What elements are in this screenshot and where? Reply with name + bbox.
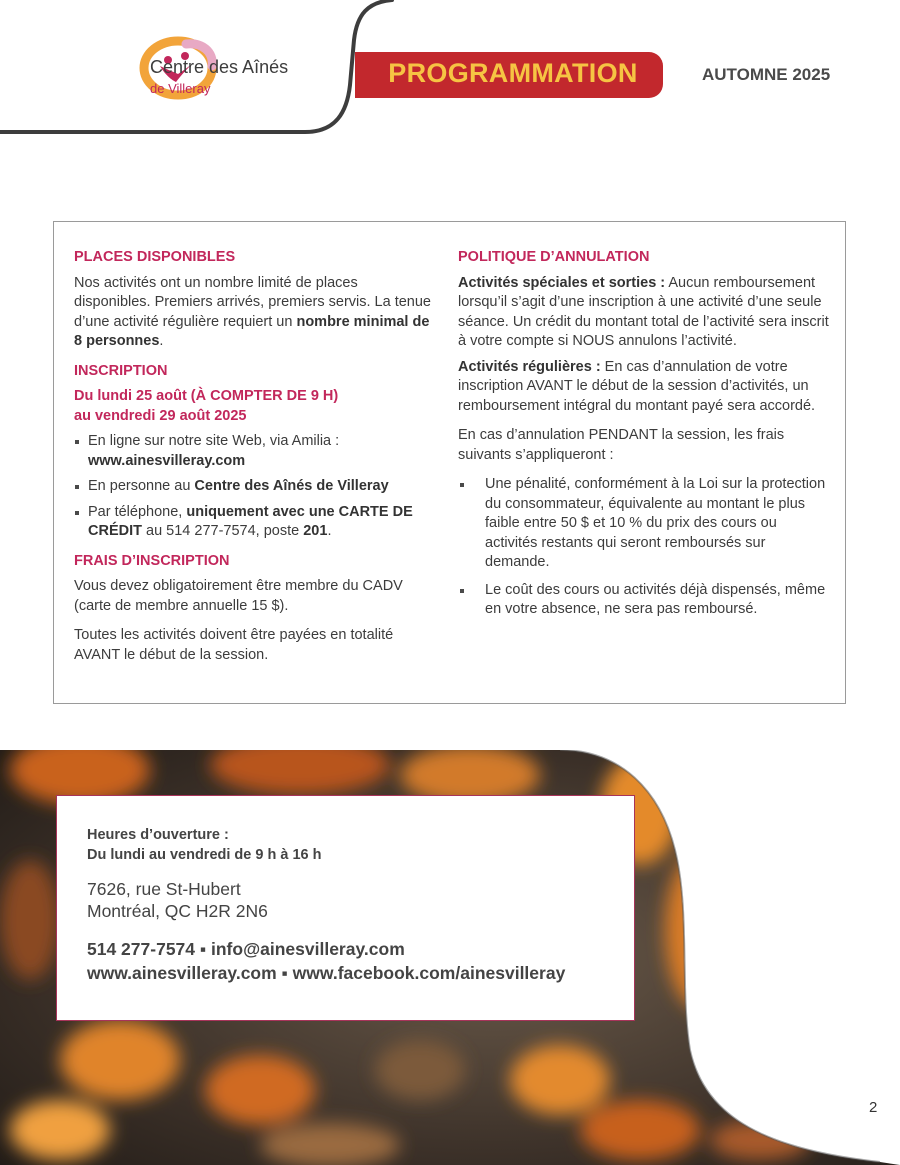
inscription-title: INSCRIPTION — [74, 362, 168, 379]
dates-line-2: au vendredi 29 août 2025 — [74, 407, 247, 424]
contact-line-1 — [87, 937, 565, 961]
places-text — [74, 274, 436, 352]
special-activities — [458, 274, 830, 352]
contact-email[interactable]: info@ainesvilleray.com — [211, 939, 405, 959]
contact-box — [56, 795, 635, 1021]
fee-item: Le coût des cours ou activités déjà dispensés, même en votre absence, ne sera pas remboursé. — [458, 581, 830, 620]
hours-value: Du lundi au vendredi de 9 h à 16 h — [87, 847, 322, 863]
contact-website[interactable]: www.ainesvilleray.com — [87, 963, 277, 983]
logo-name: Centre des Aînés — [150, 57, 289, 77]
contact-info — [87, 937, 565, 985]
web-text: En ligne sur notre site Web, via Amilia : — [88, 433, 340, 449]
places-body: Nos activités ont un nombre limité de places disponibles. Premiers arrivés, premiers servis. La tenue d’une activité régulière requiert un — [74, 274, 431, 330]
places-end: . — [159, 333, 164, 349]
phone-number-text: au 514 277-7574, poste — [141, 523, 304, 539]
address — [87, 878, 268, 922]
places-title: PLACES DISPONIBLES — [74, 249, 236, 265]
address-city: Montréal, QC H2R 2N6 — [87, 901, 268, 921]
season-label: AUTOMNE 2025 — [702, 65, 831, 84]
page-number: 2 — [869, 1099, 878, 1116]
opening-hours — [87, 825, 321, 865]
web-link[interactable]: www.ainesvilleray.com — [88, 452, 246, 469]
person-location: Centre des Aînés de Villeray — [194, 478, 389, 494]
during-session: En cas d’annulation PENDANT la session, les frais suivants s’appliqueront : — [458, 427, 785, 463]
info-box — [53, 221, 846, 704]
hours-label: Heures d’ouverture : — [87, 827, 229, 843]
address-street: 7626, rue St-Hubert — [87, 879, 241, 899]
banner-title: PROGRAMMATION — [388, 58, 638, 88]
separator-icon: ▪ — [199, 939, 207, 959]
phone-end: . — [327, 523, 332, 539]
phone-credit-card: uniquement avec une CARTE DE CRÉDIT — [88, 503, 413, 539]
special-label: Activités spéciales et sorties : — [458, 274, 666, 291]
contact-line-2 — [87, 961, 565, 985]
person-text: En personne au — [88, 478, 195, 494]
phone-extension: 201 — [303, 523, 328, 539]
method-phone — [74, 503, 436, 542]
regular-activities — [458, 358, 830, 417]
places-minimum: nombre minimal de 8 personnes — [74, 313, 430, 349]
dates-line-1: Du lundi 25 août (À COMPTER DE 9 H) — [74, 388, 339, 404]
frais-payment: Toutes les activités doivent être payées en totalité AVANT le début de la session. — [74, 627, 394, 663]
contact-phone[interactable]: 514 277-7574 — [87, 939, 196, 959]
regular-label: Activités régulières : — [458, 358, 601, 375]
left-column — [74, 248, 436, 665]
contact-facebook[interactable]: www.facebook.com/ainesvilleray — [292, 963, 566, 983]
frais-title: FRAIS D’INSCRIPTION — [74, 552, 230, 569]
method-web — [74, 432, 436, 471]
annulation-title: POLITIQUE D’ANNULATION — [458, 249, 650, 265]
logo-location: de Villeray — [150, 81, 211, 96]
frais-membership: Vous devez obligatoirement être membre du CADV (carte de membre annuelle 15 $). — [74, 578, 403, 614]
special-text: Aucun remboursement lorsqu’il s’agit d’une inscription à une activité d’une seule séance. Un crédit du montant total de l’activité sera inscrit à votre compte si NOUS annulons l’activité. — [458, 274, 829, 349]
fee-item: Une pénalité, conformément à la Loi sur la protection du consommateur, équivalente au montant le plus faible entre 50 $ et 10 % du prix des cours ou activités restants qui seront remboursés sur demande. — [458, 475, 830, 573]
fees-list — [458, 475, 830, 620]
regular-text: En cas d’annulation de votre inscription AVANT le début de la session d’activités, un remboursement intégral du montant payé sera accordé. — [458, 358, 816, 414]
separator-icon: ▪ — [281, 963, 288, 983]
right-column — [458, 248, 830, 628]
inscription-methods — [74, 432, 436, 542]
method-in-person — [74, 477, 436, 497]
inscription-dates — [74, 387, 436, 426]
phone-text: Par téléphone, — [88, 503, 187, 520]
